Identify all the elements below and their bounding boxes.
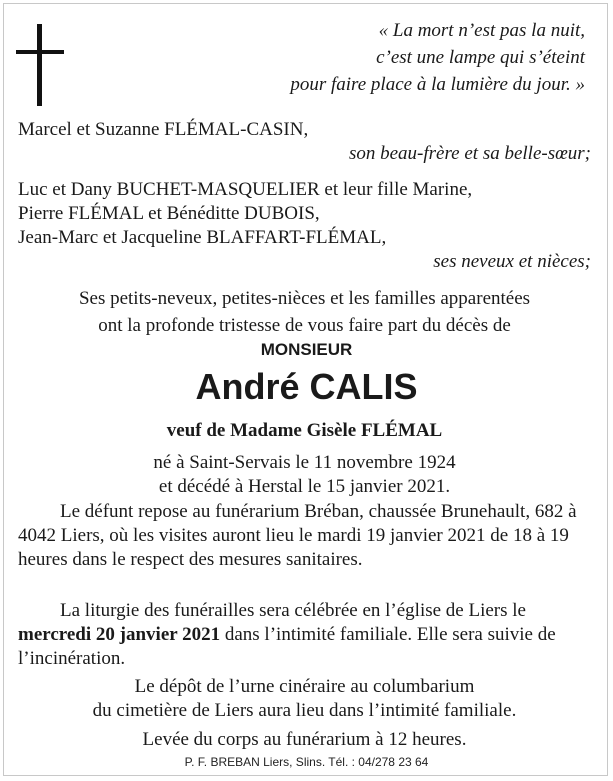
urn-paragraph: [18, 675, 591, 723]
deceased-name: André CALIS: [195, 366, 418, 407]
family-line: Jean-Marc et Jacqueline BLAFFART-FLÉMAL,: [18, 227, 387, 248]
levee-line: Levée du corps au funérarium à 12 heures.: [142, 729, 467, 750]
family-line: Pierre FLÉMAL et Bénéditte DUBOIS,: [18, 203, 320, 224]
birth-death: [18, 451, 591, 499]
liturgy-date: mercredi 20 janvier 2021: [18, 624, 221, 645]
cross-icon: [16, 24, 64, 106]
liturgy-text: dans l’intimité familiale. Elle sera suivie de l’incinération.: [18, 624, 556, 669]
liturgy-text: La liturgie des funérailles sera célébrée en l’église de Liers le: [60, 600, 526, 621]
funeral-home-footer: P. F. BREBAN Liers, Slins. Tél. : 04/278 23 64: [184, 755, 429, 769]
quote-line: « La mort n’est pas la nuit,: [378, 20, 585, 41]
announce-line: Ses petits-neveux, petites-nièces et les familles apparentées: [78, 288, 531, 309]
family-relation: ses neveux et nièces;: [433, 251, 591, 272]
urn-line: Le dépôt de l’urne cinéraire au columbarium: [134, 676, 475, 697]
birth-line: né à Saint-Servais le 11 novembre 1924: [153, 452, 456, 473]
epigraph-quote: [290, 17, 585, 98]
family-line: Marcel et Suzanne FLÉMAL-CASIN,: [18, 119, 309, 140]
repose-paragraph: Le défunt repose au funérarium Bréban, chaussée Brunehault, 682 à 4042 Liers, où les visites auront lieu le mardi 19 janvier 2021 de 18 à 19 heures dans le respect des mesures sanitaires.: [18, 501, 577, 570]
liturgy-paragraph: [18, 599, 591, 671]
family-line: Luc et Dany BUCHET-MASQUELIER et leur fille Marine,: [18, 179, 473, 200]
quote-line: pour faire place à la lumière du jour. »: [290, 74, 585, 95]
family-relation: son beau-frère et sa belle-sœur;: [348, 143, 591, 164]
urn-line: du cimetière de Liers aura lieu dans l’intimité familiale.: [92, 700, 517, 721]
announce-line: ont la profonde tristesse de vous faire part du décès de: [98, 315, 511, 336]
honorific: MONSIEUR: [260, 340, 353, 359]
family-group-2: [18, 178, 591, 274]
widower-line: veuf de Madame Gisèle FLÉMAL: [166, 420, 443, 441]
announcement: [18, 285, 591, 339]
quote-line: c’est une lampe qui s’éteint: [376, 47, 585, 68]
family-group-1: [18, 118, 591, 166]
death-line: et décédé à Herstal le 15 janvier 2021.: [158, 476, 451, 497]
